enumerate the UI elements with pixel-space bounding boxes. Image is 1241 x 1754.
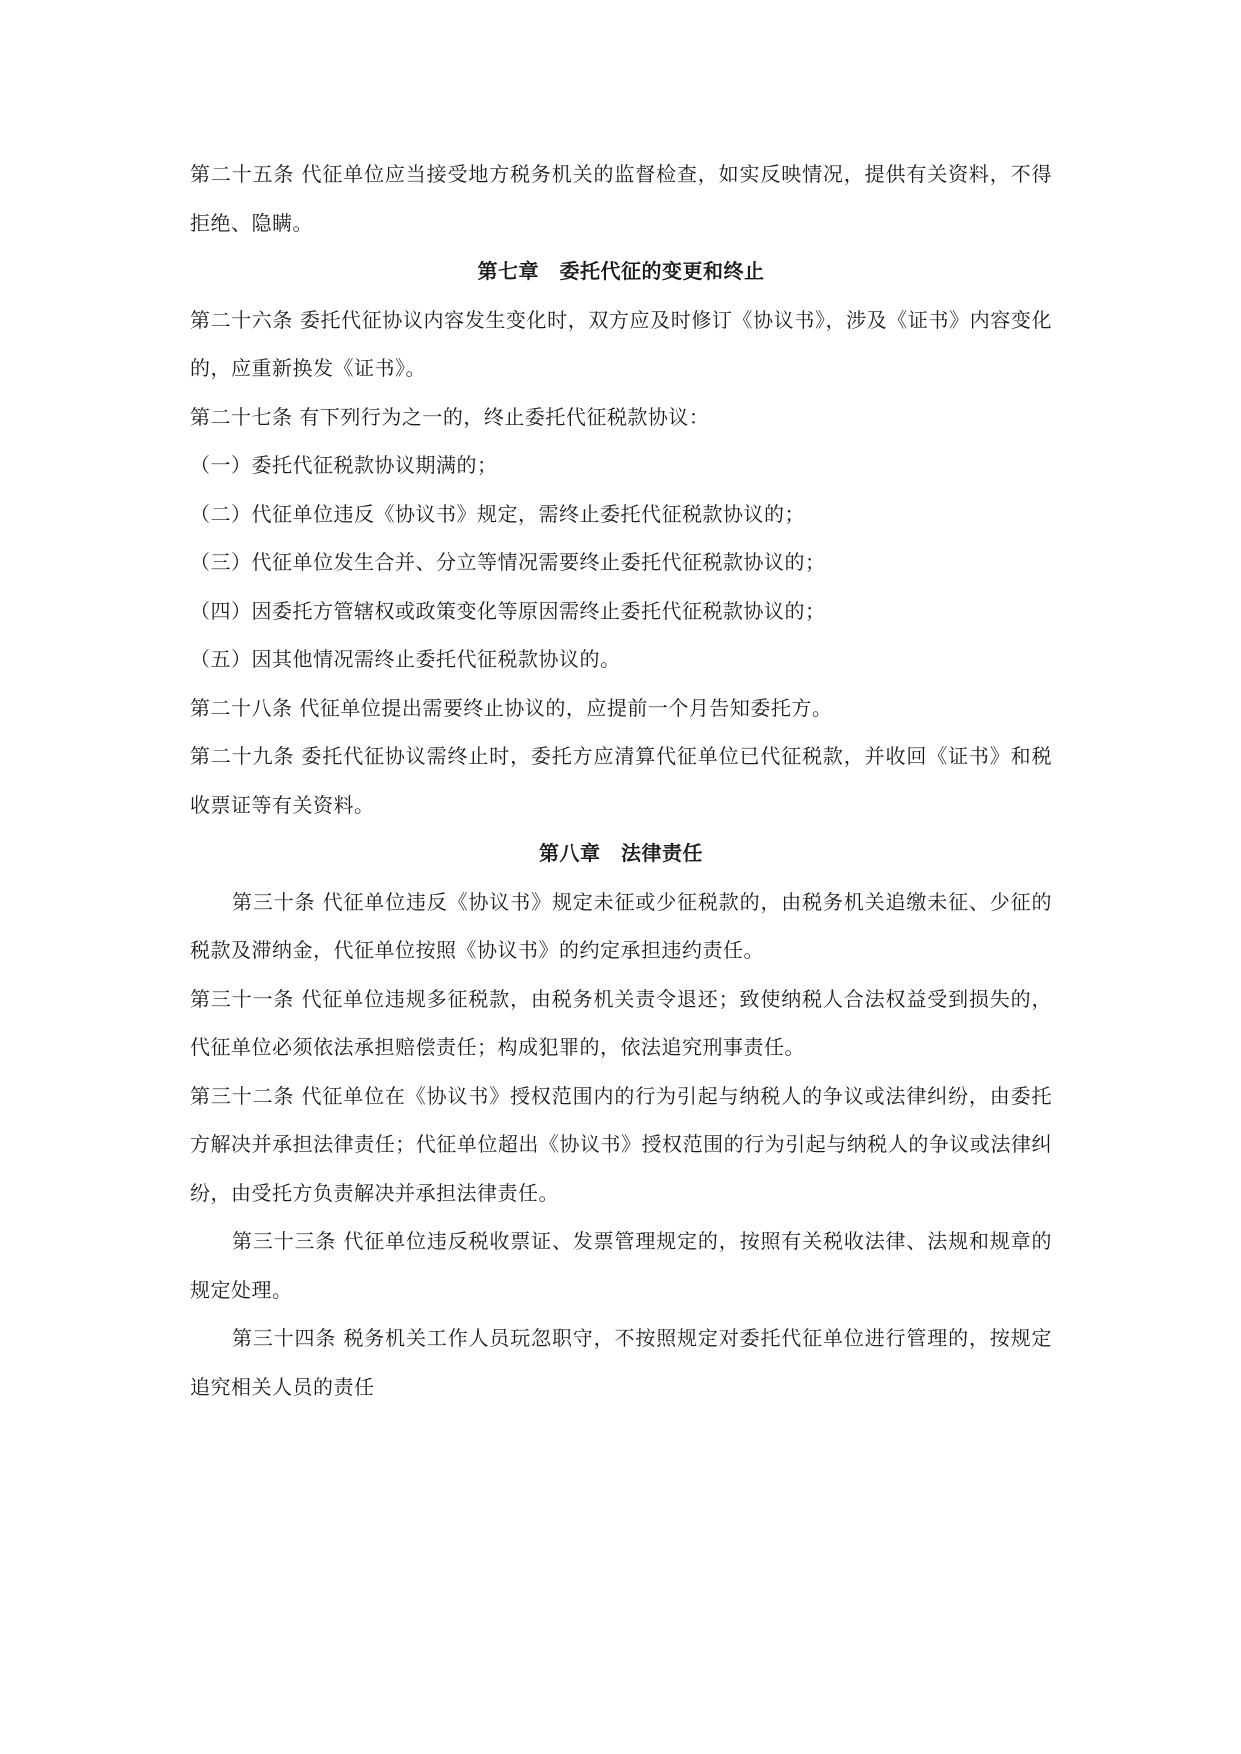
article-34: 第三十四条 税务机关工作人员玩忽职守，不按照规定对委托代征单位进行管理的，按规定追究相关人员的责任 [190, 1326, 1052, 1399]
article-25: 第二十五条 代征单位应当接受地方税务机关的监督检查，如实反映情况，提供有关资料，不得拒绝、隐瞒。 [190, 162, 1052, 235]
article-31: 第三十一条 代征单位违规多征税款，由税务机关责令退还；致使纳税人合法权益受到损失的，代征单位必须依法承担赔偿责任；构成犯罪的，依法追究刑事责任。 [190, 986, 1052, 1059]
article-27-item-2: （二）代征单位违反《协议书》规定，需终止委托代征税款协议的； [190, 501, 805, 526]
article-32: 第三十二条 代征单位在《协议书》授权范围内的行为引起与纳税人的争议或法律纠纷，由委托方解决并承担法律责任；代征单位超出《协议书》授权范围的行为引起与纳税人的争议或法律纠纷，由受托方负责解决并承担法律责任。 [190, 1083, 1052, 1205]
article-27-item-4: （四）因委托方管辖权或政策变化等原因需终止委托代征税款协议的； [190, 598, 826, 623]
chapter-7-heading: 第七章 委托代征的变更和终止 [477, 259, 765, 283]
article-27: 第二十七条 有下列行为之一的，终止委托代征税款协议： [190, 404, 710, 429]
article-27-item-3: （三）代征单位发生合并、分立等情况需要终止委托代征税款协议的； [190, 550, 826, 574]
article-30: 第三十条 代征单位违反《协议书》规定未征或少征税款的，由税务机关追缴未征、少征的税款及滞纳金，代征单位按照《协议书》的约定承担违约责任。 [190, 889, 1052, 962]
article-33: 第三十三条 代征单位违反税收票证、发票管理规定的，按照有关税收法律、法规和规章的规定处理。 [190, 1229, 1052, 1302]
article-27-item-1: （一）委托代征税款协议期满的； [190, 453, 498, 477]
document-body [190, 150, 1052, 1411]
article-28: 第二十八条 代征单位提出需要终止协议的，应提前一个月告知委托方。 [190, 695, 833, 720]
article-27-item-5: （五）因其他情况需终止委托代征税款协议的。 [190, 647, 621, 671]
article-29: 第二十九条 委托代征协议需终止时，委托方应清算代征单位已代征税款，并收回《证书》和税收票证等有关资料。 [190, 744, 1052, 817]
chapter-8-heading: 第八章 法律责任 [539, 841, 703, 865]
article-26: 第二十六条 委托代征协议内容发生变化时，双方应及时修订《协议书》，涉及《证书》内容变化的，应重新换发《证书》。 [190, 307, 1052, 380]
